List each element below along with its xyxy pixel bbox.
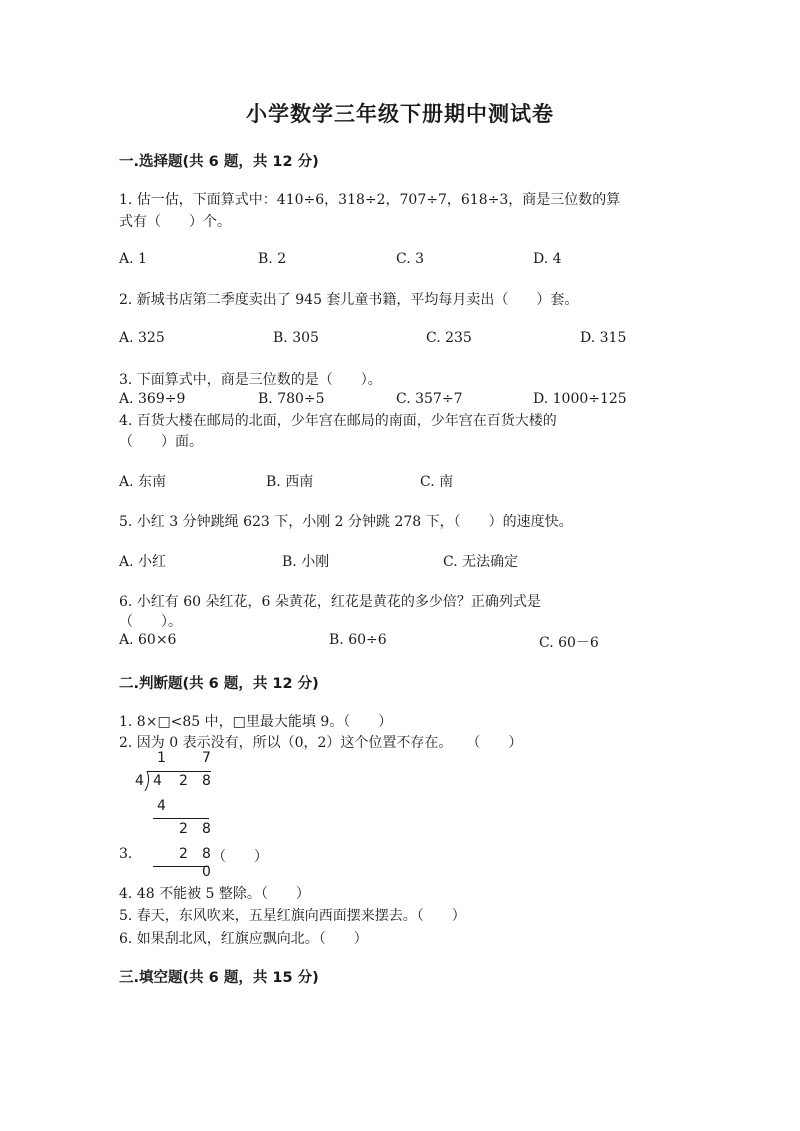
q2-option-d[interactable]: D. 315 <box>580 330 627 346</box>
tf-item-6: 6. 如果刮北风，红旗应飘向北。（ ） <box>119 931 368 947</box>
tf-item-1: 1. 8×□<85 中，□里最大能填 9。（ ） <box>119 714 393 730</box>
q1-option-a[interactable]: A. 1 <box>119 251 147 267</box>
question-6-line-1: 6. 小红有 60 朵红花，6 朵黄花，红花是黄花的多少倍？正确列式是 <box>119 594 541 610</box>
q3-option-c[interactable]: C. 357÷7 <box>396 391 463 407</box>
q4-option-b[interactable]: B. 西南 <box>266 474 314 490</box>
step2-digit-2: 8 <box>202 821 211 837</box>
step1-digit: 4 <box>157 798 166 814</box>
question-4-line-1: 4. 百货大楼在邮局的北面，少年宫在邮局的南面，少年宫在百货大楼的 <box>119 413 557 429</box>
tf-item-3-answer: （ ） <box>212 849 268 865</box>
step3-rule <box>153 866 209 867</box>
section-heading-true-false: 二.判断题(共 6 题，共 12 分) <box>119 676 319 692</box>
q5-option-a[interactable]: A. 小红 <box>119 554 167 570</box>
tf-item-2: 2. 因为 0 表示没有，所以（0，2）这个位置不存在。 （ ） <box>119 735 523 751</box>
q3-option-a[interactable]: A. 369÷9 <box>119 391 186 407</box>
question-2-line-1: 2. 新城书店第二季度卖出了 945 套儿童书籍，平均每月卖出（ ）套。 <box>119 292 579 308</box>
q2-option-b[interactable]: B. 305 <box>273 330 319 346</box>
question-5-line-1: 5. 小红 3 分钟跳绳 623 下，小刚 2 分钟跳 278 下，（ ）的速度快。 <box>119 514 573 530</box>
dividend-digit-3: 8 <box>202 773 211 789</box>
question-6-line-2: （ ）。 <box>119 614 182 630</box>
question-1-line-2: 式有（ ）个。 <box>119 214 231 230</box>
q3-option-d[interactable]: D. 1000÷125 <box>533 391 627 407</box>
dividend-digit-2: 2 <box>179 773 188 789</box>
dividend-digit-1: 4 <box>153 773 162 789</box>
q5-option-c[interactable]: C. 无法确定 <box>443 554 519 570</box>
divisor: 4 <box>135 773 144 789</box>
q6-option-a[interactable]: A. 60×6 <box>119 632 177 648</box>
q3-option-b[interactable]: B. 780÷5 <box>258 391 325 407</box>
division-bracket <box>143 770 151 792</box>
question-4-line-2: （ ）面。 <box>119 434 203 450</box>
remainder: 0 <box>202 864 211 880</box>
q6-option-c[interactable]: C. 60－6 <box>539 635 599 651</box>
question-1-line-1: 1. 估一估，下面算式中：410÷6，318÷2，707÷7，618÷3，商是三位数的算 <box>119 192 621 208</box>
q1-option-c[interactable]: C. 3 <box>396 251 425 267</box>
division-bar <box>147 771 211 772</box>
question-3-line-1: 3. 下面算式中，商是三位数的是（ ）。 <box>119 372 382 388</box>
q2-option-c[interactable]: C. 235 <box>426 330 472 346</box>
q5-option-b[interactable]: B. 小刚 <box>282 554 330 570</box>
tf-item-5: 5. 春天，东风吹来，五星红旗向西面摆来摆去。（ ） <box>119 908 466 924</box>
step2-digit-1: 2 <box>179 821 188 837</box>
q6-option-b[interactable]: B. 60÷6 <box>329 632 387 648</box>
q4-option-a[interactable]: A. 东南 <box>119 474 167 490</box>
quotient-digit-1: 1 <box>157 750 166 766</box>
page-title: 小学数学三年级下册期中测试卷 <box>246 101 554 126</box>
q1-option-b[interactable]: B. 2 <box>258 251 287 267</box>
quotient-digit-2: 7 <box>202 750 211 766</box>
q2-option-a[interactable]: A. 325 <box>119 330 165 346</box>
section-heading-fill-in: 三.填空题(共 6 题，共 15 分) <box>119 970 319 986</box>
step3-digit-1: 2 <box>179 846 188 862</box>
tf-item-3-number: 3. <box>119 846 133 862</box>
section-heading-choice: 一.选择题(共 6 题，共 12 分) <box>119 154 319 170</box>
q4-option-c[interactable]: C. 南 <box>420 474 454 490</box>
step3-digit-2: 8 <box>202 846 211 862</box>
q1-option-d[interactable]: D. 4 <box>533 251 562 267</box>
tf-item-4: 4. 48 不能被 5 整除。（ ） <box>119 886 310 902</box>
step1-rule <box>153 818 209 819</box>
